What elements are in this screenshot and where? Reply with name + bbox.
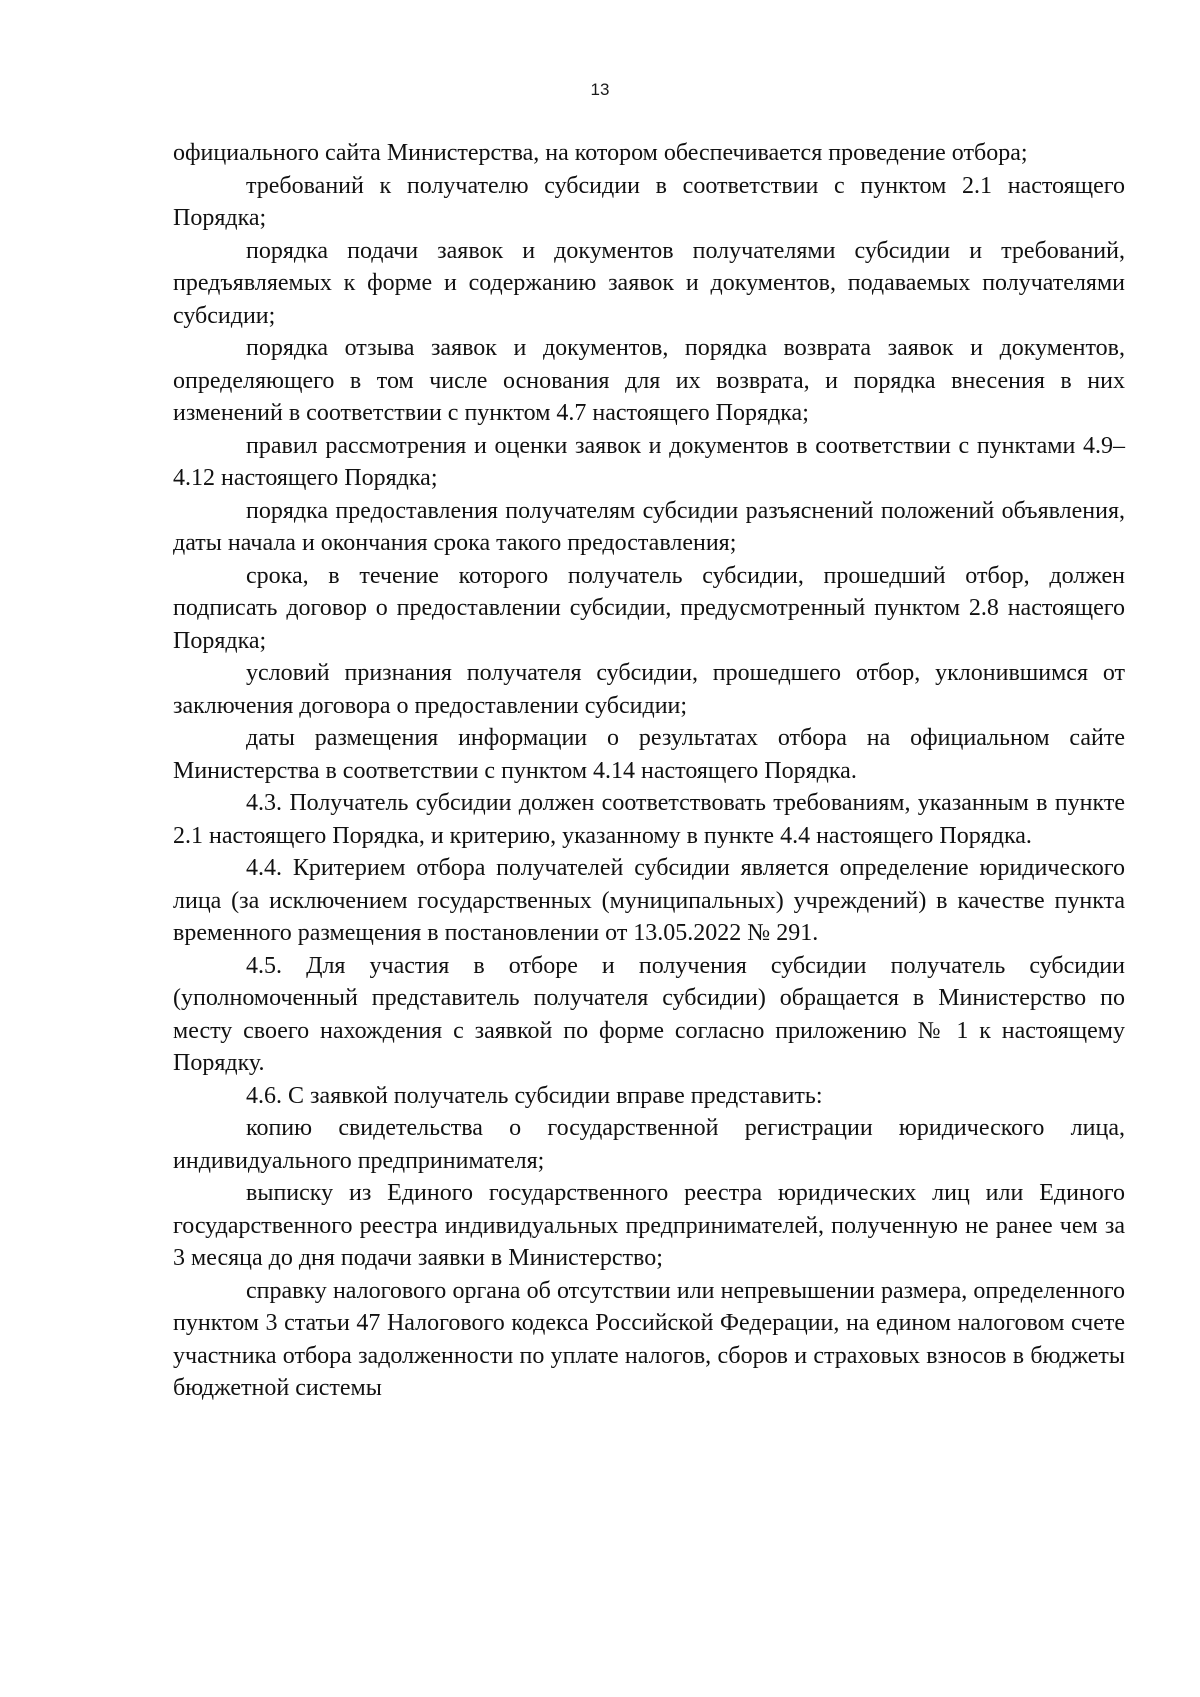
paragraph: порядка подачи заявок и документов получателями субсидии и требований, предъявляемых к форме и содержанию заявок и документов, подаваемых получателями субсидии; [173, 237, 1125, 329]
paragraph: справку налогового органа об отсутствии или непревышении размера, определенного пунктом 3 статьи 47 Налогового кодекса Российской Федерации, на едином налоговом счете участника отбора задолженности по уплате налогов, сборов и страховых взносов в бюджеты бюджетной системы [173, 1277, 1125, 1401]
paragraph: официального сайта Министерства, на котором обеспечивается проведение отбора; [173, 140, 1028, 166]
paragraph: 4.6. С заявкой получатель субсидии вправе представить: [246, 1082, 823, 1109]
document-body [173, 137, 1125, 1405]
paragraph: 4.4. Критерием отбора получателей субсидии является определение юридического лица (за исключением государственных (муниципальных) учреждений) в качестве пункта временного размещения в постановлении от 13.05.2022 № 291. [173, 855, 1125, 946]
page-number: 13 [590, 80, 610, 99]
paragraph: требований к получателю субсидии в соответствии с пунктом 2.1 настоящего Порядка; [173, 172, 1125, 231]
paragraph: порядка отзыва заявок и документов, порядка возврата заявок и документов, определяющего в том числе основания для их возврата, и порядка внесения в них изменений в соответствии с пунктом 4.7 настоящего Порядка; [173, 335, 1125, 426]
paragraph: 4.5. Для участия в отборе и получения субсидии получатель субсидии (уполномоченный представитель получателя субсидии) обращается в Министерство по месту своего нахождения с заявкой по форме согласно приложению № 1 к настоящему Порядку. [173, 952, 1125, 1076]
paragraph: 4.3. Получатель субсидии должен соответствовать требованиям, указанным в пункте 2.1 настоящего Порядка, и критерию, указанному в пункте 4.4 настоящего Порядка. [173, 790, 1125, 849]
paragraph: условий признания получателя субсидии, прошедшего отбор, уклонившимся от заключения договора о предоставлении субсидии; [173, 660, 1125, 719]
paragraph: порядка предоставления получателям субсидии разъяснений положений объявления, даты начала и окончания срока такого предоставления; [173, 497, 1125, 556]
paragraph: срока, в течение которого получатель субсидии, прошедший отбор, должен подписать договор о предоставлении субсидии, предусмотренный пунктом 2.8 настоящего Порядка; [173, 562, 1125, 654]
paragraph: копию свидетельства о государственной регистрации юридического лица, индивидуального предпринимателя; [173, 1115, 1125, 1174]
paragraph: правил рассмотрения и оценки заявок и документов в соответствии с пунктами 4.9–4.12 настоящего Порядка; [173, 432, 1125, 491]
paragraph: даты размещения информации о результатах отбора на официальном сайте Министерства в соответствии с пунктом 4.14 настоящего Порядка. [173, 725, 1125, 784]
paragraph: выписку из Единого государственного реестра юридических лиц или Единого государственного реестра индивидуальных предпринимателей, полученную не ранее чем за 3 месяца до дня подачи заявки в Министерство; [173, 1180, 1125, 1271]
